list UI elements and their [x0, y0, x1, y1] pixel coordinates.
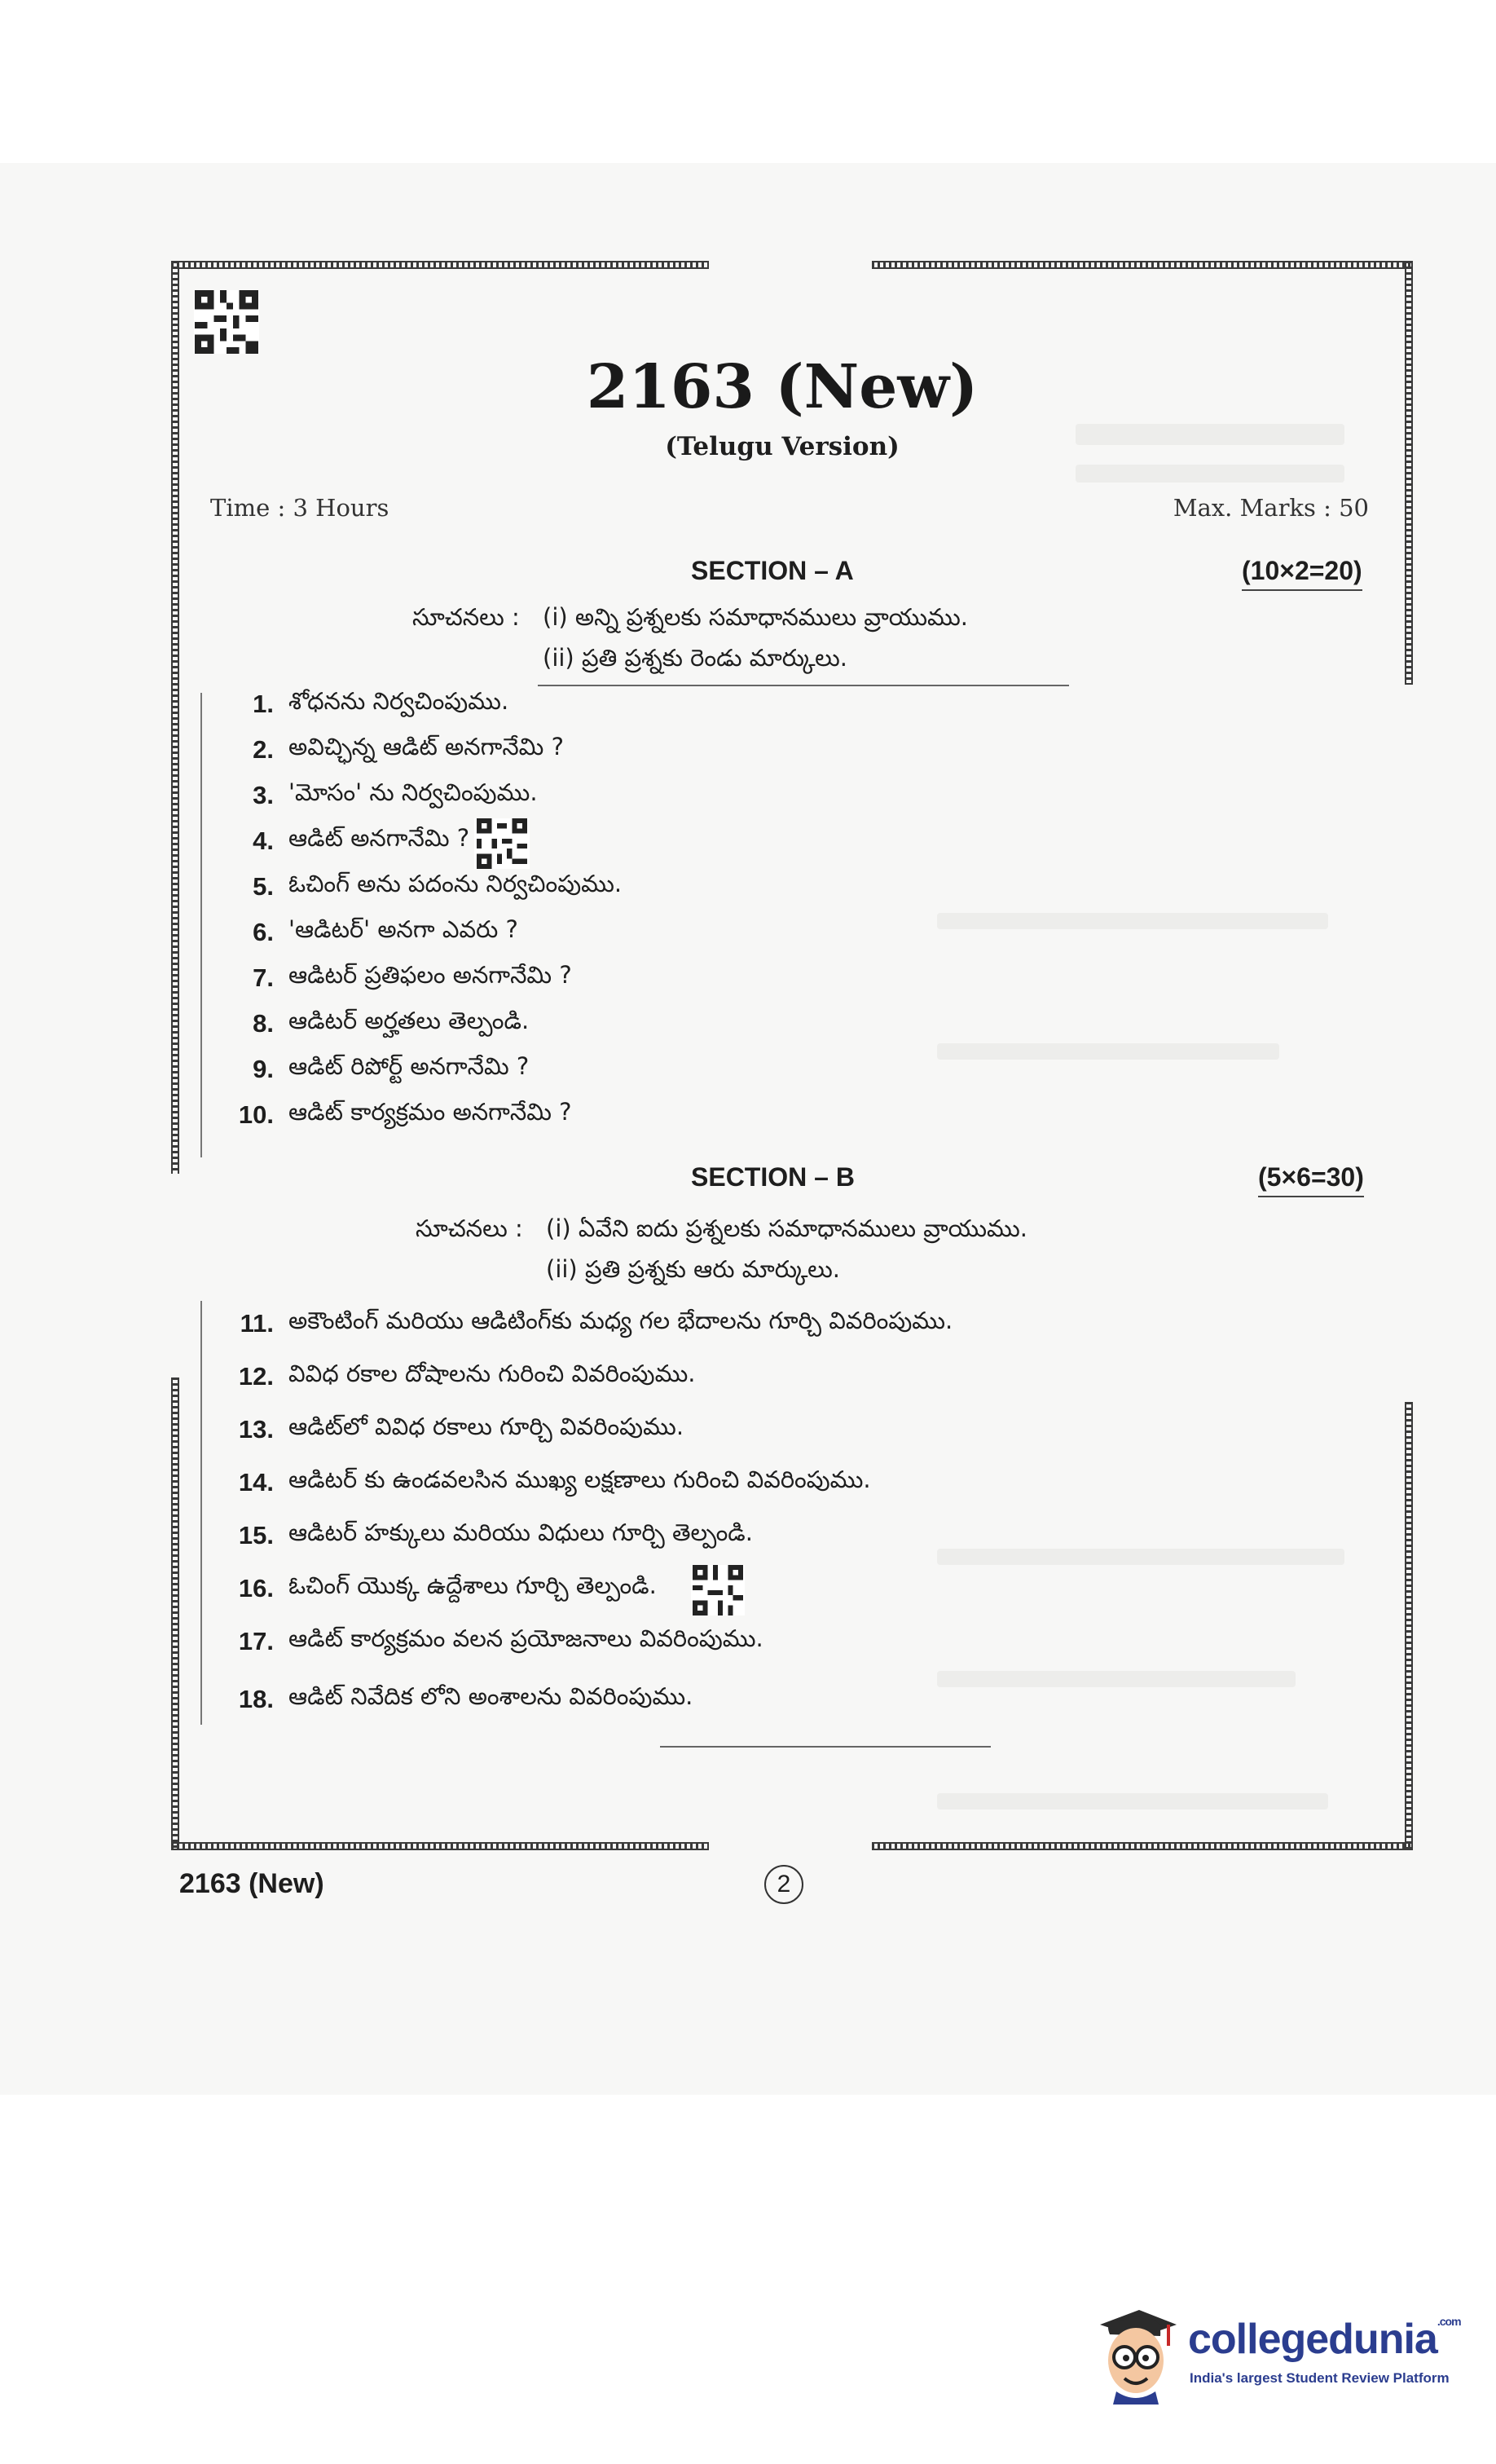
margin-line — [200, 1301, 202, 1725]
instructions-label: సూచనలు : — [412, 603, 520, 631]
question-row: 7. ఆడిటర్ ప్రతిఫలం అనగానేమి ? — [209, 961, 572, 995]
footer-paper-code: 2163 (New) — [179, 1868, 324, 1899]
question-text: ఆడిట్‌లో వివిధ రకాలు గూర్చి వివరింపుము. — [288, 1413, 684, 1440]
qr-code-icon — [474, 818, 530, 869]
mascot-icon — [1092, 2307, 1181, 2404]
border-left-lower — [171, 1377, 179, 1850]
section-a-heading: SECTION – A — [691, 556, 854, 585]
question-row: 4. ఆడిట్ అనగానేమి ? — [209, 824, 469, 858]
margin-line — [200, 693, 202, 1157]
border-right-upper — [1405, 261, 1413, 685]
question-text: ఓచింగ్ యొక్క ఉద్దేశాలు గూర్చి తెల్పండి. — [288, 1571, 657, 1599]
question-text: ఆడిట్ నివేదిక లోని అంశాలను వివరింపుము. — [288, 1682, 693, 1710]
section-a-instruction-2 — [543, 644, 847, 678]
border-bottom-left — [171, 1842, 709, 1850]
question-row: 14. ఆడిటర్ కు ఉండవలసిన ముఖ్య లక్షణాలు గురించి వివరింపుము. — [209, 1466, 871, 1500]
bleed-through-mark — [937, 1793, 1328, 1809]
question-row: 12. వివిధ రకాల దోషాలను గురించి వివరింపుము. — [209, 1360, 696, 1394]
question-row: 11. అకౌంటింగ్ మరియు ఆడిటింగ్‌కు మధ్య గల భేదాలను గూర్చి వివరింపుము. — [209, 1307, 953, 1341]
instruction-text: (i) ఏవేని ఐదు ప్రశ్నలకు సమాధానములు వ్రాయుము. — [546, 1214, 1027, 1242]
exam-time: Time : 3 Hours — [210, 494, 389, 522]
question-text: 'మోసం' ను నిర్వచింపుము. — [288, 778, 538, 806]
question-row: 9. ఆడిట్ రిపోర్ట్ అనగానేమి ? — [209, 1052, 529, 1087]
border-bottom-right — [872, 1842, 1413, 1850]
instruction-text: (ii) ప్రతి ప్రశ్నకు రెండు మార్కులు. — [543, 644, 847, 672]
question-row: 6. 'ఆడిటర్' అనగా ఎవరు ? — [209, 915, 518, 950]
paper-code-title: 2163 (New) — [586, 352, 979, 422]
instructions-label: సూచనలు : — [416, 1214, 523, 1242]
section-a-marks: (10×2=20) — [1242, 556, 1362, 591]
question-text: వివిధ రకాల దోషాలను గురించి వివరింపుము. — [288, 1360, 696, 1387]
bleed-through-mark — [937, 1671, 1296, 1687]
section-b-instruction-2 — [546, 1255, 840, 1289]
instruction-text: (i) అన్ని ప్రశ్నలకు సమాధానములు వ్రాయుము. — [543, 603, 968, 631]
question-text: ఆడిటర్ హక్కులు మరియు విధులు గూర్చి తెల్పండి. — [288, 1519, 753, 1546]
question-text: అవిచ్ఛిన్న ఆడిట్ అనగానేమి ? — [288, 733, 564, 760]
question-row: 2. అవిచ్ఛిన్న ఆడిట్ అనగానేమి ? — [209, 733, 564, 767]
question-text: ఆడిటర్ ప్రతిఫలం అనగానేమి ? — [288, 961, 572, 989]
section-b-instruction-1 — [416, 1214, 1027, 1249]
question-text: ఓచింగ్ అను పదంను నిర్వచింపుము. — [288, 870, 623, 897]
qr-code-icon — [194, 290, 259, 354]
border-top-left — [171, 261, 709, 269]
question-text: ఆడిటర్ కు ఉండవలసిన ముఖ్య లక్షణాలు గురించి వివరింపుము. — [288, 1466, 871, 1493]
question-text: శోధనను నిర్వచింపుము. — [288, 687, 509, 715]
question-row: 17. ఆడిట్ కార్యక్రమం వలన ప్రయోజనాలు వివరింపుము. — [209, 1624, 763, 1659]
paper-version: (Telugu Version) — [665, 432, 900, 461]
instruction-text: (ii) ప్రతి ప్రశ్నకు ఆరు మార్కులు. — [546, 1255, 840, 1283]
collegedunia-logo[interactable] — [1092, 2307, 1461, 2404]
question-row: 5. ఓచింగ్ అను పదంను నిర్వచింపుము. — [209, 870, 622, 904]
section-b-marks: (5×6=30) — [1258, 1162, 1364, 1197]
question-row: 15. ఆడిటర్ హక్కులు మరియు విధులు గూర్చి తెల్పండి. — [209, 1519, 753, 1553]
question-row: 3. 'మోసం' ను నిర్వచింపుము. — [209, 778, 538, 813]
question-text: ఆడిట్ రిపోర్ట్ అనగానేమి ? — [288, 1052, 530, 1080]
qr-code-icon — [691, 1565, 745, 1615]
page-number: 2 — [764, 1865, 803, 1904]
divider — [538, 685, 1069, 686]
question-row: 1. శోధనను నిర్వచింపుము. — [209, 687, 508, 721]
question-text: 'ఆడిటర్' అనగా ఎవరు ? — [288, 915, 518, 943]
bleed-through-mark — [937, 913, 1328, 929]
section-b-heading: SECTION – B — [691, 1162, 855, 1192]
bleed-through-mark — [937, 1043, 1279, 1060]
section-a-instruction-1 — [412, 603, 968, 637]
question-row: 13. ఆడిట్‌లో వివిధ రకాలు గూర్చి వివరింపుము. — [209, 1413, 684, 1447]
question-row: 16. ఓచింగ్ యొక్క ఉద్దేశాలు గూర్చి తెల్పండి. — [209, 1571, 657, 1606]
question-row: 10. ఆడిట్ కార్యక్రమం అనగానేమి ? — [209, 1098, 572, 1132]
brand-suffix: .com — [1437, 2315, 1461, 2328]
brand-tagline: India's largest Student Review Platform — [1190, 2370, 1450, 2386]
border-top-right — [872, 261, 1413, 269]
question-text: ఆడిటర్ అర్హతలు తెల్పండి. — [288, 1007, 530, 1034]
question-row: 8. ఆడిటర్ అర్హతలు తెల్పండి. — [209, 1007, 529, 1041]
max-marks: Max. Marks : 50 — [1173, 494, 1369, 522]
question-row: 18. ఆడిట్ నివేదిక లోని అంశాలను వివరింపుము. — [209, 1682, 693, 1717]
question-text: ఆడిట్ కార్యక్రమం అనగానేమి ? — [288, 1098, 572, 1126]
bleed-through-mark — [937, 1549, 1344, 1565]
question-text: ఆడిట్ అనగానేమి ? — [288, 824, 470, 852]
question-text: అకౌంటింగ్ మరియు ఆడిటింగ్‌కు మధ్య గల భేదాలను గూర్చి వివరింపుము. — [288, 1307, 953, 1334]
brand-name: collegedunia$^{.com}$ — [1188, 2315, 1461, 2363]
end-divider — [660, 1746, 991, 1748]
bleed-through-mark — [1076, 465, 1344, 483]
question-text: ఆడిట్ కార్యక్రమం వలన ప్రయోజనాలు వివరింపుము. — [288, 1624, 763, 1652]
border-right-lower — [1405, 1402, 1413, 1850]
